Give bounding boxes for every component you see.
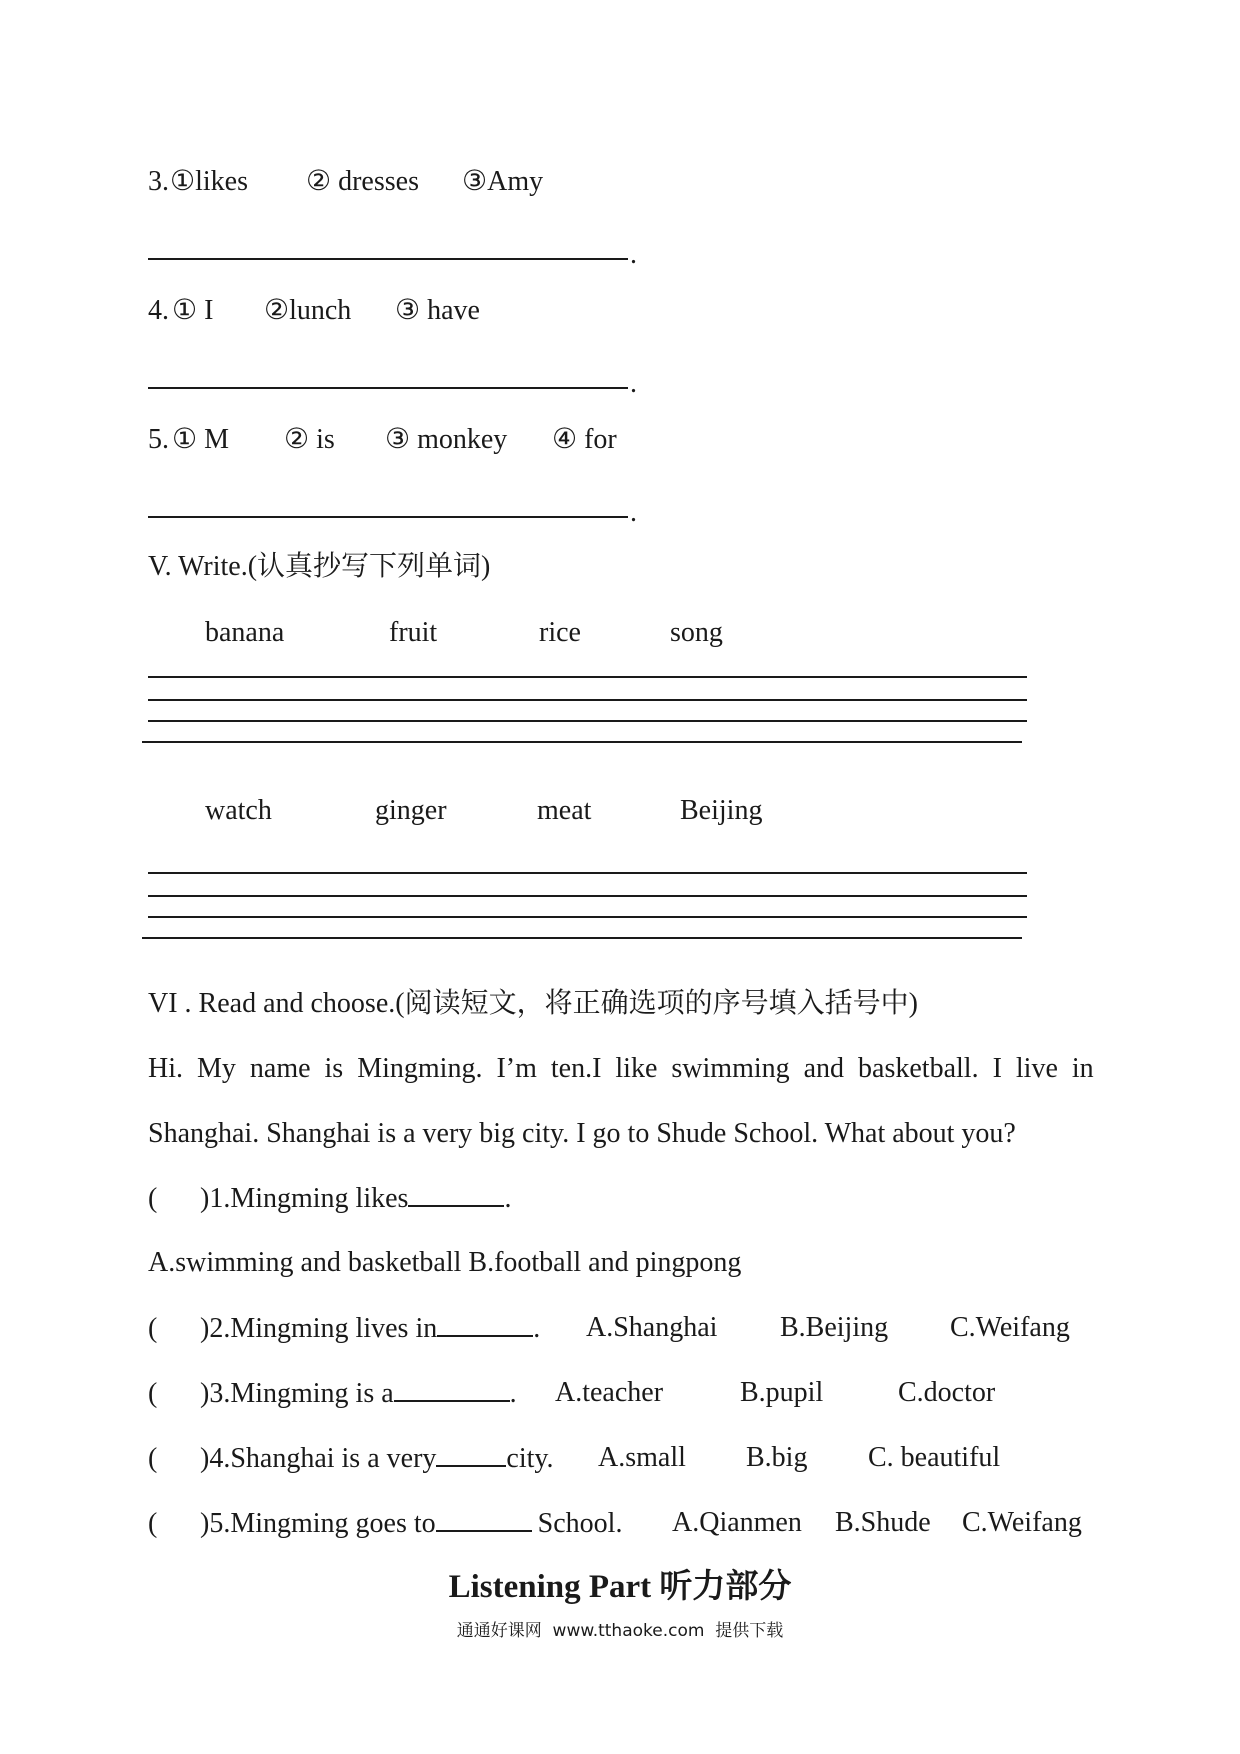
ordering-question-3 — [148, 165, 169, 199]
question-5 — [148, 1506, 622, 1541]
question-2 — [148, 1311, 540, 1346]
writing-rule[interactable] — [148, 720, 1027, 722]
option: A.teacher — [555, 1377, 664, 1408]
blank-line[interactable] — [437, 1311, 533, 1337]
answer-line[interactable] — [148, 387, 628, 389]
copy-word: fruit — [389, 617, 438, 648]
question-1 — [148, 1181, 511, 1216]
question-stem: )2.Mingming lives in — [200, 1313, 438, 1344]
copy-word: meat — [537, 795, 592, 826]
question-1-options: A.swimming and basketball B.football and pingpong — [148, 1247, 742, 1278]
blank-line[interactable] — [408, 1181, 504, 1207]
write-section-title: V. Write.(认真抄写下列单词) — [148, 551, 491, 582]
word-option: ② dresses — [306, 166, 419, 197]
line-period: . — [630, 497, 637, 528]
question-end: city. — [506, 1443, 554, 1474]
option: B.pupil — [740, 1377, 824, 1408]
copy-word: banana — [205, 617, 285, 648]
option: B.big — [746, 1442, 808, 1473]
writing-rule[interactable] — [148, 872, 1027, 874]
question-number: 3. — [148, 166, 169, 197]
question-end: . — [504, 1183, 512, 1214]
copy-word: ginger — [375, 795, 447, 826]
question-end: . — [509, 1378, 517, 1409]
word-option: ③ monkey — [385, 424, 508, 455]
option: A.Qianmen — [672, 1507, 802, 1538]
writing-rule[interactable] — [148, 916, 1027, 918]
word-option: ①likes — [170, 166, 248, 197]
option: A.Shanghai — [586, 1312, 718, 1343]
word-option: ② is — [284, 424, 335, 455]
word-option: ④ for — [552, 424, 617, 455]
writing-rule[interactable] — [148, 699, 1027, 701]
footer-source: 通通好课网 www.tthaoke.com 提供下载 — [456, 1621, 784, 1641]
option: C.Weifang — [950, 1312, 1070, 1343]
blank-line[interactable] — [394, 1376, 510, 1402]
writing-rule[interactable] — [142, 741, 1022, 743]
question-3 — [148, 1376, 517, 1411]
option: B.Beijing — [780, 1312, 889, 1343]
option: B.Shude — [835, 1507, 931, 1538]
question-end: School. — [537, 1508, 623, 1539]
word-option: ③ have — [395, 295, 480, 326]
blank-line[interactable] — [436, 1441, 506, 1467]
writing-rule[interactable] — [148, 895, 1027, 897]
listening-part-heading: Listening Part 听力部分 — [448, 1569, 792, 1605]
copy-word: Beijing — [680, 795, 763, 826]
line-period: . — [630, 368, 637, 399]
answer-bracket[interactable]: ( — [148, 1508, 158, 1539]
answer-bracket[interactable]: ( — [148, 1443, 158, 1474]
question-4 — [148, 1441, 554, 1476]
option: C.Weifang — [962, 1507, 1082, 1538]
question-number: 5. — [148, 424, 169, 455]
read-section-title: VI . Read and choose.(阅读短文，将正确选项的序号填入括号中) — [148, 988, 918, 1019]
question-stem: )3.Mingming is a — [200, 1378, 394, 1409]
option: C.doctor — [898, 1377, 996, 1408]
word-option: ① M — [172, 424, 229, 455]
copy-word: song — [670, 617, 723, 648]
passage-line: Hi. My name is Mingming. I’m ten.I like swimming and basketball. I live in — [148, 1053, 1094, 1084]
ordering-question-5 — [148, 423, 169, 457]
writing-rule[interactable] — [142, 937, 1022, 939]
question-stem: )1.Mingming likes — [200, 1183, 409, 1214]
option: C. beautiful — [868, 1442, 1001, 1473]
question-number: 4. — [148, 295, 169, 326]
answer-line[interactable] — [148, 258, 628, 260]
word-option: ②lunch — [264, 295, 352, 326]
question-end: . — [533, 1313, 541, 1344]
word-option: ① I — [172, 295, 214, 326]
answer-bracket[interactable]: ( — [148, 1313, 158, 1344]
blank-line[interactable] — [436, 1506, 532, 1532]
copy-word: watch — [205, 795, 272, 826]
writing-rule[interactable] — [148, 676, 1027, 678]
question-stem: )4.Shanghai is a very — [200, 1443, 437, 1474]
question-stem: )5.Mingming goes to — [200, 1508, 436, 1539]
line-period: . — [630, 239, 637, 270]
word-option: ③Amy — [462, 166, 544, 197]
passage-line: Shanghai. Shanghai is a very big city. I go to Shude School. What about you? — [148, 1118, 1016, 1149]
ordering-question-4 — [148, 294, 169, 328]
copy-word: rice — [539, 617, 581, 648]
answer-bracket[interactable]: ( — [148, 1183, 158, 1214]
answer-bracket[interactable]: ( — [148, 1378, 158, 1409]
option: A.small — [598, 1442, 686, 1473]
answer-line[interactable] — [148, 516, 628, 518]
